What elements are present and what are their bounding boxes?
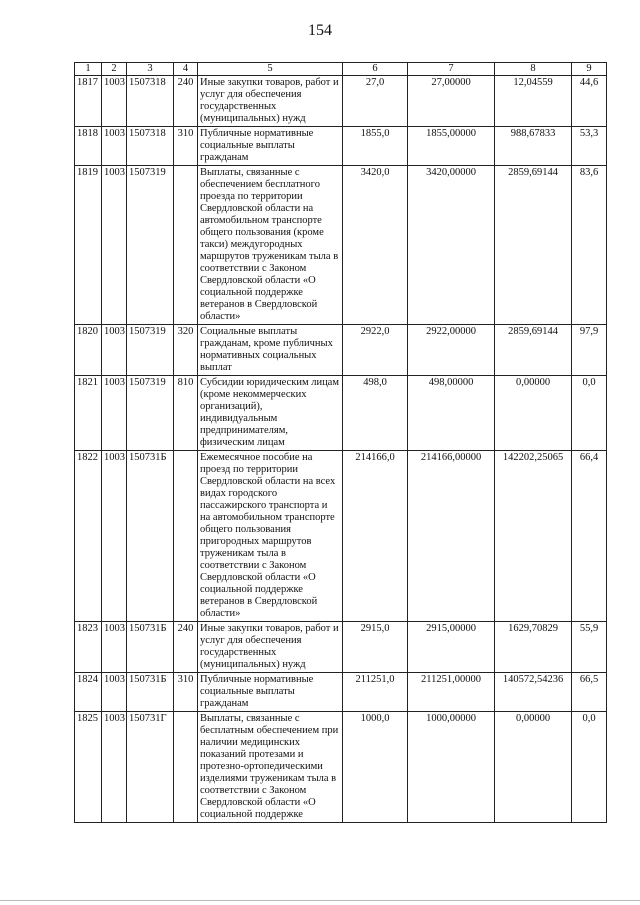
budget-table — [74, 62, 607, 823]
col-header-1: 1 — [75, 63, 102, 76]
table-row — [75, 376, 607, 451]
col-header-6: 6 — [343, 63, 408, 76]
planned-amount: 27,0 — [343, 76, 408, 127]
executed-amount: 2859,69144 — [495, 166, 572, 325]
row-number: 1825 — [75, 712, 102, 823]
approved-amount: 27,00000 — [408, 76, 495, 127]
row-number: 1824 — [75, 673, 102, 712]
execution-percent: 0,0 — [572, 376, 607, 451]
approved-amount: 498,00000 — [408, 376, 495, 451]
execution-percent: 53,3 — [572, 127, 607, 166]
table-row — [75, 451, 607, 622]
planned-amount: 1000,0 — [343, 712, 408, 823]
table-row — [75, 127, 607, 166]
item-name: Выплаты, связанные с бесплатным обеспечением при наличии медицинских показаний протезами и протезно-ортопедическими изделиями труженикам тыла в соответствии с Законом Свердловской области «О социальной поддержке — [198, 712, 343, 823]
page-number: 154 — [308, 22, 332, 39]
executed-amount: 140572,54236 — [495, 673, 572, 712]
planned-amount: 2915,0 — [343, 622, 408, 673]
target-code: 150731Б — [127, 673, 174, 712]
executed-amount: 2859,69144 — [495, 325, 572, 376]
target-code: 1507319 — [127, 376, 174, 451]
item-name: Выплаты, связанные с обеспечением бесплатного проезда по территории Свердловской области на автомобильном транспорте общего пользования (кроме такси) междугородных маршрутов труженикам тыла в соответствии с Законом Свердловской области «О социальной поддержке ветеранов в Свердловской области» — [198, 166, 343, 325]
target-code: 150731Б — [127, 622, 174, 673]
planned-amount: 211251,0 — [343, 673, 408, 712]
executed-amount: 988,67833 — [495, 127, 572, 166]
row-number: 1819 — [75, 166, 102, 325]
row-number: 1820 — [75, 325, 102, 376]
execution-percent: 97,9 — [572, 325, 607, 376]
expense-type-code: 320 — [174, 325, 198, 376]
col-header-2: 2 — [102, 63, 127, 76]
row-number: 1822 — [75, 451, 102, 622]
section-code: 1003 — [102, 451, 127, 622]
item-name: Иные закупки товаров, работ и услуг для обеспечения государственных (муниципальных) нужд — [198, 622, 343, 673]
table-row — [75, 76, 607, 127]
col-header-4: 4 — [174, 63, 198, 76]
section-code: 1003 — [102, 712, 127, 823]
expense-type-code: 240 — [174, 622, 198, 673]
approved-amount: 1855,00000 — [408, 127, 495, 166]
item-name: Ежемесячное пособие на проезд по территории Свердловской области на всех видах городского пассажирского транспорта и на автомобильном транспорте общего пользования пригородных маршрутов труженикам тыла в соответствии с Законом Свердловской области «О социальной поддержке ветеранов в Свердловской области» — [198, 451, 343, 622]
item-name: Публичные нормативные социальные выплаты гражданам — [198, 127, 343, 166]
executed-amount: 12,04559 — [495, 76, 572, 127]
section-code: 1003 — [102, 673, 127, 712]
target-code: 1507319 — [127, 325, 174, 376]
executed-amount: 1629,70829 — [495, 622, 572, 673]
header-row — [75, 63, 607, 76]
table-row — [75, 712, 607, 823]
expense-type-code: 240 — [174, 76, 198, 127]
section-code: 1003 — [102, 376, 127, 451]
approved-amount: 214166,00000 — [408, 451, 495, 622]
item-name: Социальные выплаты гражданам, кроме публичных нормативных социальных выплат — [198, 325, 343, 376]
row-number: 1823 — [75, 622, 102, 673]
row-number: 1817 — [75, 76, 102, 127]
item-name: Иные закупки товаров, работ и услуг для обеспечения государственных (муниципальных) нужд — [198, 76, 343, 127]
table-row — [75, 673, 607, 712]
col-header-7: 7 — [408, 63, 495, 76]
section-code: 1003 — [102, 166, 127, 325]
col-header-5: 5 — [198, 63, 343, 76]
executed-amount: 142202,25065 — [495, 451, 572, 622]
section-code: 1003 — [102, 622, 127, 673]
expense-type-code — [174, 166, 198, 325]
target-code: 1507319 — [127, 166, 174, 325]
planned-amount: 2922,0 — [343, 325, 408, 376]
col-header-9: 9 — [572, 63, 607, 76]
expense-type-code — [174, 712, 198, 823]
planned-amount: 3420,0 — [343, 166, 408, 325]
target-code: 1507318 — [127, 76, 174, 127]
executed-amount: 0,00000 — [495, 376, 572, 451]
target-code: 150731Б — [127, 451, 174, 622]
row-number: 1818 — [75, 127, 102, 166]
execution-percent: 0,0 — [572, 712, 607, 823]
execution-percent: 66,5 — [572, 673, 607, 712]
section-code: 1003 — [102, 127, 127, 166]
col-header-3: 3 — [127, 63, 174, 76]
planned-amount: 214166,0 — [343, 451, 408, 622]
approved-amount: 2915,00000 — [408, 622, 495, 673]
planned-amount: 1855,0 — [343, 127, 408, 166]
section-code: 1003 — [102, 325, 127, 376]
approved-amount: 211251,00000 — [408, 673, 495, 712]
expense-type-code: 310 — [174, 673, 198, 712]
execution-percent: 55,9 — [572, 622, 607, 673]
target-code: 1507318 — [127, 127, 174, 166]
table-row — [75, 166, 607, 325]
planned-amount: 498,0 — [343, 376, 408, 451]
col-header-8: 8 — [495, 63, 572, 76]
table-row — [75, 622, 607, 673]
target-code: 150731Г — [127, 712, 174, 823]
section-code: 1003 — [102, 76, 127, 127]
approved-amount: 2922,00000 — [408, 325, 495, 376]
item-name: Публичные нормативные социальные выплаты гражданам — [198, 673, 343, 712]
executed-amount: 0,00000 — [495, 712, 572, 823]
row-number: 1821 — [75, 376, 102, 451]
execution-percent: 44,6 — [572, 76, 607, 127]
table-row — [75, 325, 607, 376]
approved-amount: 3420,00000 — [408, 166, 495, 325]
item-name: Субсидии юридическим лицам (кроме некоммерческих организаций), индивидуальным предпринимателям, физическим лицам — [198, 376, 343, 451]
expense-type-code: 810 — [174, 376, 198, 451]
page-bottom-edge — [0, 900, 640, 901]
approved-amount: 1000,00000 — [408, 712, 495, 823]
execution-percent: 66,4 — [572, 451, 607, 622]
execution-percent: 83,6 — [572, 166, 607, 325]
expense-type-code: 310 — [174, 127, 198, 166]
expense-type-code — [174, 451, 198, 622]
